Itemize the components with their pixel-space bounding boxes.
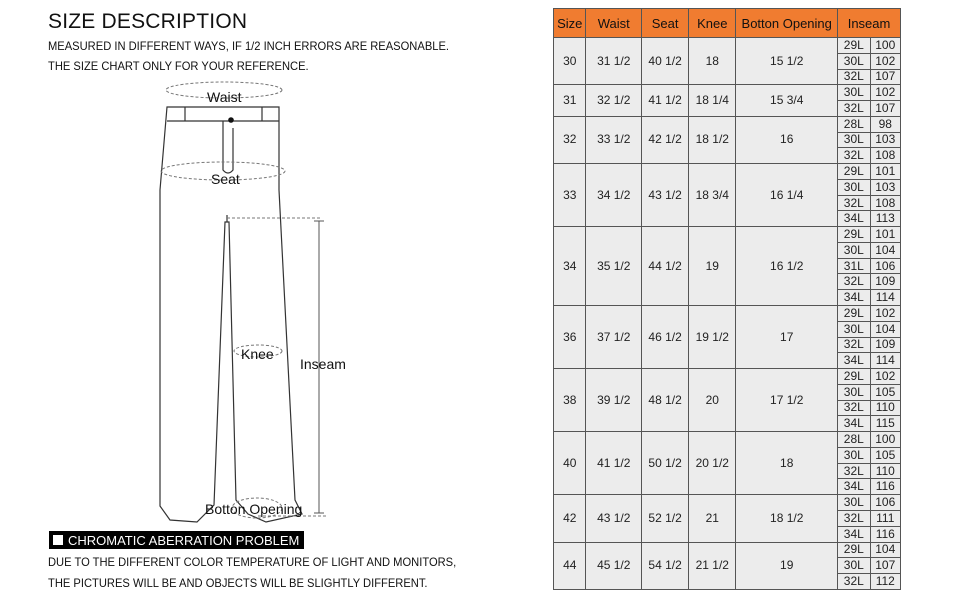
cell-botton-opening: 19	[736, 542, 838, 589]
cell-inseam-value: 100	[870, 38, 900, 54]
cell-knee: 18 3/4	[689, 164, 736, 227]
cell-inseam-value: 108	[870, 148, 900, 164]
reference-note: THE SIZE CHART ONLY FOR YOUR REFERENCE.	[48, 59, 309, 73]
cell-inseam-value: 106	[870, 495, 900, 511]
cell-inseam-value: 114	[870, 290, 900, 306]
cell-inseam-length: 30L	[838, 132, 870, 148]
cell-inseam-value: 109	[870, 274, 900, 290]
label-seat: Seat	[211, 171, 240, 187]
cell-inseam-value: 115	[870, 416, 900, 432]
cell-inseam-length: 30L	[838, 495, 870, 511]
cell-inseam-length: 29L	[838, 38, 870, 54]
cell-size: 40	[554, 432, 586, 495]
cell-inseam-value: 107	[870, 558, 900, 574]
table-row	[554, 85, 901, 101]
cell-inseam-length: 29L	[838, 164, 870, 180]
header-botton-opening: Botton Opening	[736, 9, 838, 38]
cell-inseam-length: 32L	[838, 101, 870, 117]
measurement-note: MEASURED IN DIFFERENT WAYS, IF 1/2 INCH ERRORS ARE REASONABLE.	[48, 39, 450, 53]
cell-inseam-length: 32L	[838, 195, 870, 211]
header-inseam: Inseam	[838, 9, 901, 38]
cell-size: 31	[554, 85, 586, 117]
header-seat: Seat	[642, 9, 689, 38]
cell-inseam-value: 101	[870, 164, 900, 180]
label-knee: Knee	[241, 346, 274, 362]
cell-botton-opening: 16 1/2	[736, 227, 838, 306]
table-header-row	[554, 9, 901, 38]
cell-inseam-length: 34L	[838, 416, 870, 432]
cell-inseam-value: 102	[870, 85, 900, 101]
cell-knee: 18 1/2	[689, 116, 736, 163]
cell-knee: 21	[689, 495, 736, 542]
chromatic-note-line: DUE TO THE DIFFERENT COLOR TEMPERATURE OF LIGHT AND MONITORS,	[48, 555, 457, 569]
cell-waist: 43 1/2	[586, 495, 642, 542]
cell-seat: 52 1/2	[642, 495, 689, 542]
header-size: Size	[554, 9, 586, 38]
cell-inseam-value: 100	[870, 432, 900, 448]
cell-waist: 35 1/2	[586, 227, 642, 306]
cell-inseam-length: 28L	[838, 432, 870, 448]
cell-inseam-value: 111	[870, 510, 900, 526]
cell-inseam-length: 34L	[838, 353, 870, 369]
cell-inseam-value: 101	[870, 227, 900, 243]
cell-knee: 20 1/2	[689, 432, 736, 495]
cell-inseam-length: 32L	[838, 463, 870, 479]
cell-waist: 45 1/2	[586, 542, 642, 589]
cell-inseam-value: 112	[870, 574, 900, 590]
cell-inseam-length: 29L	[838, 306, 870, 322]
cell-inseam-length: 30L	[838, 447, 870, 463]
cell-size: 44	[554, 542, 586, 589]
label-inseam: Inseam	[300, 356, 346, 372]
cell-botton-opening: 16	[736, 116, 838, 163]
cell-knee: 19 1/2	[689, 306, 736, 369]
cell-botton-opening: 17 1/2	[736, 369, 838, 432]
cell-inseam-value: 98	[870, 116, 900, 132]
cell-inseam-value: 116	[870, 526, 900, 542]
cell-waist: 32 1/2	[586, 85, 642, 117]
cell-inseam-value: 113	[870, 211, 900, 227]
cell-botton-opening: 15 3/4	[736, 85, 838, 117]
cell-inseam-length: 30L	[838, 85, 870, 101]
cell-seat: 42 1/2	[642, 116, 689, 163]
cell-inseam-value: 102	[870, 369, 900, 385]
cell-inseam-length: 30L	[838, 384, 870, 400]
cell-inseam-length: 32L	[838, 274, 870, 290]
cell-inseam-length: 32L	[838, 400, 870, 416]
table-row	[554, 227, 901, 243]
cell-seat: 40 1/2	[642, 38, 689, 85]
cell-botton-opening: 18	[736, 432, 838, 495]
cell-inseam-length: 32L	[838, 574, 870, 590]
cell-inseam-length: 30L	[838, 321, 870, 337]
cell-inseam-length: 32L	[838, 69, 870, 85]
cell-inseam-length: 32L	[838, 337, 870, 353]
cell-inseam-length: 29L	[838, 227, 870, 243]
cell-inseam-length: 32L	[838, 510, 870, 526]
cell-waist: 34 1/2	[586, 164, 642, 227]
size-chart-table	[553, 8, 901, 590]
cell-inseam-length: 34L	[838, 526, 870, 542]
chromatic-heading-text: CHROMATIC ABERRATION PROBLEM	[68, 532, 300, 548]
cell-size: 36	[554, 306, 586, 369]
table-row	[554, 164, 901, 180]
cell-inseam-length: 29L	[838, 369, 870, 385]
cell-inseam-value: 105	[870, 447, 900, 463]
table-row	[554, 432, 901, 448]
cell-inseam-value: 108	[870, 195, 900, 211]
cell-inseam-value: 116	[870, 479, 900, 495]
cell-inseam-value: 107	[870, 69, 900, 85]
cell-knee: 21 1/2	[689, 542, 736, 589]
cell-inseam-value: 106	[870, 258, 900, 274]
cell-seat: 54 1/2	[642, 542, 689, 589]
fly-stitch	[223, 121, 233, 173]
pants-outline	[160, 107, 302, 522]
pants-diagram	[150, 78, 350, 526]
cell-size: 38	[554, 369, 586, 432]
cell-waist: 41 1/2	[586, 432, 642, 495]
cell-waist: 37 1/2	[586, 306, 642, 369]
cell-knee: 18	[689, 38, 736, 85]
cell-inseam-value: 104	[870, 321, 900, 337]
cell-inseam-value: 109	[870, 337, 900, 353]
cell-seat: 46 1/2	[642, 306, 689, 369]
cell-inseam-length: 32L	[838, 148, 870, 164]
cell-seat: 48 1/2	[642, 369, 689, 432]
cell-inseam-length: 30L	[838, 242, 870, 258]
cell-inseam-length: 30L	[838, 558, 870, 574]
cell-waist: 39 1/2	[586, 369, 642, 432]
cell-knee: 18 1/4	[689, 85, 736, 117]
cell-inseam-length: 34L	[838, 479, 870, 495]
cell-inseam-length: 34L	[838, 211, 870, 227]
cell-waist: 33 1/2	[586, 116, 642, 163]
cell-size: 33	[554, 164, 586, 227]
chromatic-heading	[49, 531, 304, 549]
page-title: SIZE DESCRIPTION	[48, 10, 248, 33]
cell-inseam-value: 110	[870, 463, 900, 479]
cell-inseam-value: 103	[870, 132, 900, 148]
cell-inseam-value: 102	[870, 53, 900, 69]
cell-seat: 44 1/2	[642, 227, 689, 306]
cell-inseam-value: 104	[870, 542, 900, 558]
header-waist: Waist	[586, 9, 642, 38]
cell-seat: 43 1/2	[642, 164, 689, 227]
cell-size: 34	[554, 227, 586, 306]
cell-inseam-value: 114	[870, 353, 900, 369]
cell-inseam-value: 110	[870, 400, 900, 416]
cell-inseam-value: 105	[870, 384, 900, 400]
cell-seat: 41 1/2	[642, 85, 689, 117]
cell-knee: 19	[689, 227, 736, 306]
cell-botton-opening: 18 1/2	[736, 495, 838, 542]
waist-button	[228, 117, 234, 123]
table-row	[554, 495, 901, 511]
cell-botton-opening: 15 1/2	[736, 38, 838, 85]
cell-inseam-length: 30L	[838, 179, 870, 195]
label-botton-opening: Botton Opening	[205, 501, 303, 517]
cell-size: 32	[554, 116, 586, 163]
cell-inseam-length: 28L	[838, 116, 870, 132]
cell-inseam-value: 104	[870, 242, 900, 258]
table-row	[554, 38, 901, 54]
chromatic-note-line: THE PICTURES WILL BE AND OBJECTS WILL BE SLIGHTLY DIFFERENT.	[48, 576, 428, 590]
table-row	[554, 542, 901, 558]
cell-botton-opening: 17	[736, 306, 838, 369]
table-row	[554, 116, 901, 132]
table-row	[554, 369, 901, 385]
square-bullet-icon	[53, 535, 63, 545]
cell-seat: 50 1/2	[642, 432, 689, 495]
cell-knee: 20	[689, 369, 736, 432]
cell-inseam-value: 107	[870, 101, 900, 117]
header-knee: Knee	[689, 9, 736, 38]
cell-inseam-value: 102	[870, 306, 900, 322]
label-waist: Waist	[207, 89, 242, 105]
cell-inseam-length: 31L	[838, 258, 870, 274]
cell-inseam-length: 34L	[838, 290, 870, 306]
cell-inseam-value: 103	[870, 179, 900, 195]
cell-waist: 31 1/2	[586, 38, 642, 85]
cell-inseam-length: 30L	[838, 53, 870, 69]
cell-size: 30	[554, 38, 586, 85]
cell-botton-opening: 16 1/4	[736, 164, 838, 227]
cell-size: 42	[554, 495, 586, 542]
cell-inseam-length: 29L	[838, 542, 870, 558]
table-row	[554, 306, 901, 322]
